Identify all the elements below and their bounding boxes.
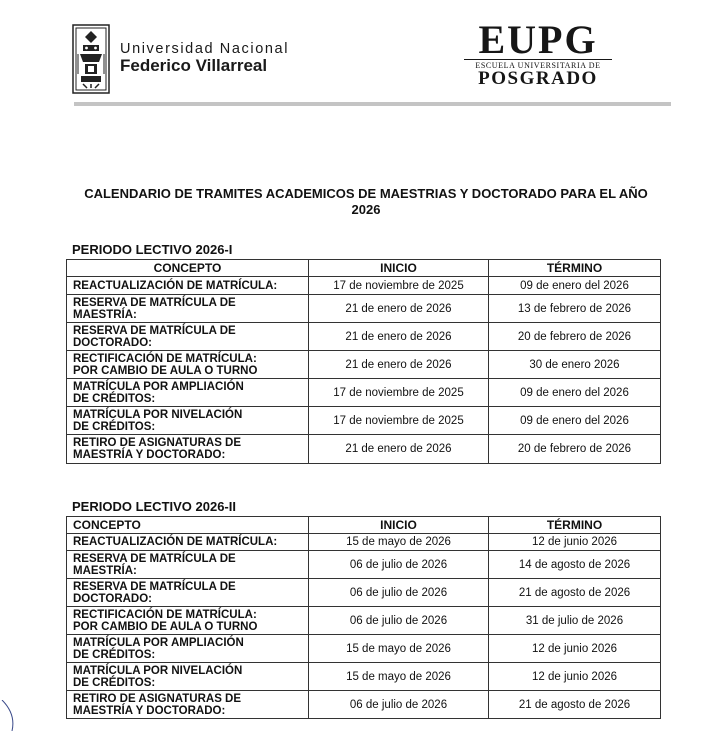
concept-cell — [67, 663, 309, 691]
start-date: 15 de mayo de 2026 — [309, 635, 489, 663]
concept-line2: DE CRÉDITOS: — [73, 392, 156, 405]
end-header: TÉRMINO — [489, 517, 661, 534]
table-row — [67, 379, 661, 407]
concept-line1: RESERVA DE MATRÍCULA DE — [73, 552, 236, 565]
concept-line2: DE CRÉDITOS: — [73, 648, 156, 661]
unfv-emblem-icon — [72, 24, 110, 94]
end-date: 12 de junio 2026 — [489, 635, 661, 663]
table-row — [67, 663, 661, 691]
document-title — [66, 186, 666, 218]
concept-line2: DE CRÉDITOS: — [73, 420, 156, 433]
start-header: INICIO — [309, 260, 489, 277]
concept-line1: MATRÍCULA POR AMPLIACIÓN — [73, 636, 244, 649]
end-date: 31 de julio de 2026 — [489, 607, 661, 635]
concept-cell — [67, 351, 309, 379]
concept-cell — [67, 407, 309, 435]
eupg-logo — [460, 17, 616, 89]
concept-line1: MATRÍCULA POR NIVELACIÓN — [73, 408, 243, 421]
period-2-title: PERIODO LECTIVO 2026-II — [72, 499, 236, 514]
start-header: INICIO — [309, 517, 489, 534]
table-row — [67, 579, 661, 607]
table-row — [67, 551, 661, 579]
table-row — [67, 351, 661, 379]
university-name — [120, 42, 289, 75]
table-row — [67, 277, 661, 295]
concept-header: CONCEPTO — [67, 517, 309, 534]
period-1-title: PERIODO LECTIVO 2026-I — [72, 242, 233, 257]
concept-line2: DOCTORADO: — [73, 592, 153, 605]
start-date: 21 de enero de 2026 — [309, 295, 489, 323]
end-date: 20 de febrero de 2026 — [489, 323, 661, 351]
end-date: 13 de febrero de 2026 — [489, 295, 661, 323]
concept-cell — [67, 635, 309, 663]
end-date: 20 de febrero de 2026 — [489, 435, 661, 464]
start-date: 17 de noviembre de 2025 — [309, 379, 489, 407]
start-date: 06 de julio de 2026 — [309, 579, 489, 607]
start-date: 06 de julio de 2026 — [309, 607, 489, 635]
page-edge-mark — [0, 700, 22, 731]
concept-line1: RETIRO DE ASIGNATURAS DE — [73, 692, 242, 705]
table-row — [67, 323, 661, 351]
table-row — [67, 691, 661, 719]
document-title-line2: 2026 — [351, 202, 381, 217]
table-row — [67, 435, 661, 464]
concept-line1: MATRÍCULA POR AMPLIACIÓN — [73, 380, 244, 393]
university-name-line2: Federico Villarreal — [120, 56, 268, 75]
concept-cell — [67, 295, 309, 323]
concept-cell — [67, 379, 309, 407]
concept-cell — [67, 435, 309, 464]
concept-line2: POR CAMBIO DE AULA O TURNO — [73, 364, 258, 377]
end-date: 09 de enero del 2026 — [489, 277, 661, 295]
concept-line1: RECTIFICACIÓN DE MATRÍCULA: — [73, 608, 257, 621]
concept-line2: MAESTRÍA Y DOCTORADO: — [73, 704, 226, 717]
eupg-acronym: EUPG — [478, 17, 598, 62]
document-title-line1: CALENDARIO DE TRAMITES ACADEMICOS DE MAESTRIAS Y DOCTORADO PARA EL AÑO — [84, 186, 648, 201]
end-date: 12 de junio 2026 — [489, 534, 661, 551]
end-date: 12 de junio 2026 — [489, 663, 661, 691]
concept-line1: REACTUALIZACIÓN DE MATRÍCULA: — [73, 279, 278, 292]
period-2-table — [66, 516, 661, 719]
table-row — [67, 635, 661, 663]
end-date: 21 de agosto de 2026 — [489, 691, 661, 719]
end-date: 14 de agosto de 2026 — [489, 551, 661, 579]
concept-line2: MAESTRÍA Y DOCTORADO: — [73, 449, 226, 461]
end-date: 30 de enero 2026 — [489, 351, 661, 379]
end-header: TÉRMINO — [489, 260, 661, 277]
concept-line1: REACTUALIZACIÓN DE MATRÍCULA: — [73, 536, 278, 548]
concept-cell — [67, 691, 309, 719]
concept-cell — [67, 579, 309, 607]
table-row — [67, 534, 661, 551]
concept-line1: RESERVA DE MATRÍCULA DE — [73, 296, 236, 309]
period-1-table — [66, 259, 661, 464]
concept-cell — [67, 323, 309, 351]
table-row — [67, 407, 661, 435]
start-date: 21 de enero de 2026 — [309, 323, 489, 351]
concept-cell — [67, 534, 309, 551]
concept-line2: MAESTRÍA: — [73, 564, 137, 577]
concept-line1: RESERVA DE MATRÍCULA DE — [73, 580, 236, 593]
concept-line2: MAESTRÍA: — [73, 308, 137, 321]
start-date: 15 de mayo de 2026 — [309, 534, 489, 551]
header-divider — [74, 102, 671, 106]
end-date: 09 de enero del 2026 — [489, 407, 661, 435]
concept-header: CONCEPTO — [67, 260, 309, 277]
start-date: 15 de mayo de 2026 — [309, 663, 489, 691]
start-date: 21 de enero de 2026 — [309, 435, 489, 464]
table-header-row — [67, 260, 661, 277]
concept-line1: RECTIFICACIÓN DE MATRÍCULA: — [73, 352, 257, 365]
start-date: 21 de enero de 2026 — [309, 351, 489, 379]
table-header-row — [67, 517, 661, 534]
concept-cell — [67, 277, 309, 295]
concept-line2: POR CAMBIO DE AULA O TURNO — [73, 620, 258, 633]
concept-line1: MATRÍCULA POR NIVELACIÓN — [73, 664, 243, 677]
start-date: 06 de julio de 2026 — [309, 691, 489, 719]
eupg-line1: ESCUELA UNIVERSITARIA DE — [464, 59, 612, 70]
concept-line1: RESERVA DE MATRÍCULA DE — [73, 324, 236, 337]
university-name-line1: Universidad Nacional — [120, 41, 290, 57]
concept-line2: DE CRÉDITOS: — [73, 676, 156, 689]
table-row — [67, 607, 661, 635]
concept-cell — [67, 607, 309, 635]
concept-line1: RETIRO DE ASIGNATURAS DE — [73, 437, 242, 449]
end-date: 21 de agosto de 2026 — [489, 579, 661, 607]
concept-line2: DOCTORADO: — [73, 336, 153, 349]
start-date: 17 de noviembre de 2025 — [309, 407, 489, 435]
end-date: 09 de enero del 2026 — [489, 379, 661, 407]
table-row — [67, 295, 661, 323]
start-date: 17 de noviembre de 2025 — [309, 277, 489, 295]
start-date: 06 de julio de 2026 — [309, 551, 489, 579]
concept-cell — [67, 551, 309, 579]
eupg-line2: POSGRADO — [478, 68, 598, 89]
